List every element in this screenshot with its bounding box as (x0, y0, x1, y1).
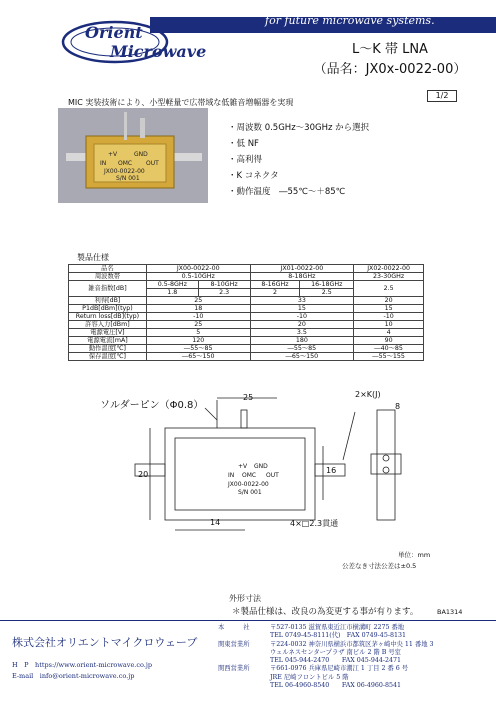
spec-title: 製品仕様 (77, 253, 109, 262)
dim-16: 16 (326, 466, 337, 475)
dim-2xk: 2×K(J) (355, 390, 381, 399)
office-kanto: 関東営業所 〒224-0032 神奈川県横浜市都筑区茅ヶ崎中央 11 番地 3 ウェルネスセンタープラザ 南ビル 2 階 B 号室 TEL 045-944-2470 FAX 045-944-2471 (218, 640, 434, 665)
drawing-label-sn: S/N 001 (238, 489, 262, 496)
logo-text-orient: Orient (85, 23, 143, 42)
doc-code: BA1314 (437, 608, 463, 616)
dim-14: 14 (210, 518, 221, 527)
footer-divider (0, 620, 496, 621)
feature-item: ・周波数 0.5GHz～30GHz から選択 (228, 123, 370, 133)
drawing-label-model: JX00-0022-00 (228, 481, 269, 488)
svg-text:+V: +V (108, 151, 118, 158)
tagline: for future microwave systems. (265, 14, 435, 27)
svg-text:IN: IN (100, 160, 107, 167)
spec-table (68, 264, 424, 361)
table-row: 電源電圧[V] 5 3.5 4 (69, 329, 424, 337)
page-number: 1/2 (427, 90, 457, 102)
svg-text:JX00-0022-00: JX00-0022-00 (104, 168, 145, 175)
product-photo (58, 108, 208, 203)
dim-holes: 4×□2.3貫通 (290, 519, 339, 528)
feature-item: ・動作温度 ―55℃～＋85℃ (228, 187, 346, 197)
table-row: 品名 JX00-0022-00 JX01-0022-00 JX02-0022-00 (69, 265, 424, 273)
feature-list (228, 120, 369, 200)
svg-text:S/N 001: S/N 001 (116, 175, 140, 182)
header (0, 0, 496, 77)
table-row: 許容入力[dBm] 25 20 10 (69, 321, 424, 329)
email-link[interactable]: E-mail info@orient-microwave.co.jp (12, 672, 135, 680)
units-note: 単位：mm (398, 551, 431, 559)
feature-item: ・高利得 (228, 155, 263, 165)
drawing-label-gnd: GND (254, 463, 268, 470)
svg-text:OUT: OUT (146, 160, 159, 167)
company-name: 株式会社オリエントマイクロウェーブ (12, 636, 198, 649)
office-list (218, 624, 434, 690)
table-row: 電源電流[mA] 120 180 90 (69, 337, 424, 345)
drawing-label-out: OUT (266, 472, 279, 479)
feature-item: ・低 NF (228, 139, 259, 149)
website-link[interactable]: H P https://www.orient-microwave.co.jp (12, 661, 153, 669)
office-head: 本 社 〒527-0135 滋賀県東近江市横溝町 2275 番地 TEL 0749-45-8111(代) FAX 0749-45-8131 (218, 624, 406, 640)
table-row: 保存温度[℃] ―65～150 ―65～150 ―55～155 (69, 353, 424, 361)
svg-text:GND: GND (134, 151, 148, 158)
logo-text-microwave: Microwave (110, 42, 207, 61)
table-row: 1.8 2.3 2 2.5 (69, 289, 424, 297)
drawing-label-omc: OMC (242, 472, 257, 479)
feature-item: ・K コネクタ (228, 171, 279, 181)
outline-title: 外形寸法 (229, 594, 261, 603)
table-row: 周波数帯 0.5-10GHz 8-18GHz 23-30GHz (69, 273, 424, 281)
svg-text:OMC: OMC (118, 160, 133, 167)
change-notice: ＊製品仕様は、改良の為変更する事が有ります。 (232, 607, 419, 617)
dim-8: 8 (395, 402, 401, 411)
table-row: 雑音指数[dB] 0.5-8GHz 8-10GHz 8-16GHz 16-18GHz 2.5 (69, 281, 424, 289)
dim-20: 20 (138, 470, 149, 479)
table-row: P1dB[dBm](typ) 18 15 15 (69, 305, 424, 313)
table-row: Return loss[dB](typ) -10 -10 -10 (69, 313, 424, 321)
drawing-label-v: +V (238, 463, 248, 470)
table-row: 動作温度[℃] ―55～85 ―55～85 ―40～85 (69, 345, 424, 353)
solder-pin-label: ソルダーピン（Φ0.8） (100, 400, 204, 411)
dim-25: 25 (243, 393, 254, 402)
intro-text: MIC 実装技術により、小型軽量で広帯域な低雑音増幅器を実現 (68, 98, 294, 107)
page-subtitle: （品名：JX0x-0022-00） (313, 62, 467, 77)
table-row: 利得[dB] 25 33 20 (69, 297, 424, 305)
drawing-label-in: IN (228, 472, 235, 479)
page-title: L～K 帯 LNA (352, 42, 428, 57)
tolerance-note: 公差なき寸法公差は±0.5 (342, 562, 417, 570)
office-kansai: 関西営業所 〒661-0976 兵庫県尼崎市潮江 1 丁目 2 番 6 号 JRE 尼崎フロントビル 5 階 TEL 06-4960-8540 FAX 06-4960-8541 (218, 665, 409, 690)
